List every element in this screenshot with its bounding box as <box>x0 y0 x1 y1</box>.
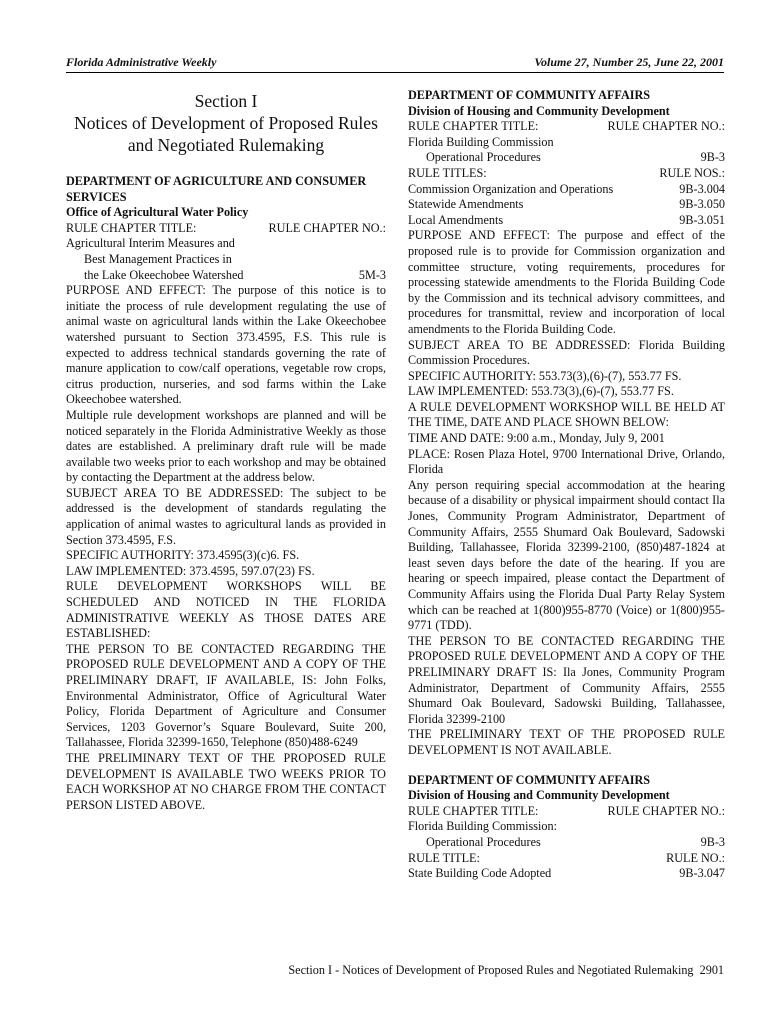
rule-chapter-no-label: RULE CHAPTER NO.: <box>268 220 386 235</box>
division-heading: Division of Housing and Community Development <box>408 103 670 118</box>
rule-chapter-no-label: RULE CHAPTER NO.: <box>607 803 725 818</box>
rule-row <box>408 866 725 882</box>
department-heading: DEPARTMENT OF AGRICULTURE AND CONSUMER <box>66 174 367 188</box>
section-title-line: and Negotiated Rulemaking <box>127 135 325 155</box>
page-footer <box>288 963 724 978</box>
rule-row <box>408 213 725 229</box>
rule-title: State Building Code Adopted <box>408 866 552 881</box>
volume-info: Volume 27, Number 25, June 22, 2001 <box>534 55 724 69</box>
page-number: 2901 <box>699 963 724 977</box>
rule-titles-labels <box>408 166 725 182</box>
workshops-scheduled-paragraph: RULE DEVELOPMENT WORKSHOPS WILL BE SCHEDULED AND NOTICED IN THE FLORIDA ADMINISTRATIVE WEEKLY AS THOSE DATES ARE ESTABLISHED: <box>66 579 386 641</box>
notice-community-affairs-1 <box>408 88 725 759</box>
rule-chapter-title-label: RULE CHAPTER TITLE: <box>66 220 197 235</box>
right-column <box>408 88 725 882</box>
contact-paragraph: THE PERSON TO BE CONTACTED REGARDING THE PROPOSED RULE DEVELOPMENT AND A COPY OF THE PRELIMINARY DRAFT IS: Ila Jones, Community Program Administrator, Department of Community Affairs, 2555 Shumard Oak Boulevard, Sadowski Building, Tallahassee, Florida 32399-2100 <box>408 633 725 726</box>
rule-chapter-labels <box>408 804 725 820</box>
rule-title: Statewide Amendments <box>408 197 524 212</box>
rule-chapter-no-label: RULE CHAPTER NO.: <box>607 119 725 134</box>
notice-community-affairs-2 <box>408 773 725 882</box>
workshop-paragraph: A RULE DEVELOPMENT WORKSHOP WILL BE HELD AT THE TIME, DATE AND PLACE SHOWN BELOW: <box>408 399 725 430</box>
left-column <box>66 88 386 813</box>
time-and-date: TIME AND DATE: 9:00 a.m., Monday, July 9, 2001 <box>408 431 665 446</box>
rule-row <box>408 182 725 198</box>
law-implemented: LAW IMPLEMENTED: 373.4595, 597.07(23) FS. <box>66 563 315 578</box>
purpose-paragraph: PURPOSE AND EFFECT: The purpose and effect of the proposed rule is to provide for Commission organization and committee structure, voting requirements, procedures for processing statewide amendments to the Florida Building Code by the Commission and its technical advisory committees, and procedures for transmittal, review and incorporation of local amendments to the Florida Building Code. <box>408 228 725 336</box>
chapter-title-row <box>408 835 725 851</box>
department-heading: DEPARTMENT OF COMMUNITY AFFAIRS <box>408 772 651 787</box>
chapter-title-line: Florida Building Commission <box>408 134 554 149</box>
chapter-title-line: Operational Procedures <box>426 150 541 165</box>
chapter-title-line: Florida Building Commission: <box>408 819 557 834</box>
contact-paragraph: THE PERSON TO BE CONTACTED REGARDING THE PROPOSED RULE DEVELOPMENT AND A COPY OF THE PRELIMINARY DRAFT, IF AVAILABLE, IS: John Folks, Environmental Administrator, Office of Agricultural Water Policy, Florida Department of Agriculture and Consumer Services, 1203 Governor’s Square Boulevard, Suite 200, Tallahassee, Florida 32399-1650, Telephone (850)488-6249 <box>66 641 386 750</box>
rule-number: 9B-3.051 <box>679 212 725 227</box>
department-heading: DEPARTMENT OF COMMUNITY AFFAIRS <box>408 88 651 102</box>
footer-text: Section I - Notices of Development of Proposed Rules and Negotiated Rulemaking <box>288 963 694 977</box>
division-heading: Division of Housing and Community Development <box>408 788 670 803</box>
specific-authority: SPECIFIC AUTHORITY: 553.73(3),(6)-(7), 553.77 FS. <box>408 368 682 383</box>
rule-no-label: RULE NO.: <box>666 850 725 865</box>
rule-nos-label: RULE NOS.: <box>659 165 725 180</box>
chapter-title-row <box>408 150 725 166</box>
rule-title-labels <box>408 851 725 867</box>
chapter-title-row <box>66 268 386 284</box>
rule-title-label: RULE TITLE: <box>408 850 480 865</box>
rule-number: 9B-3.047 <box>679 866 725 881</box>
chapter-title-line: Best Management Practices in <box>84 251 232 266</box>
publication-title: Florida Administrative Weekly <box>66 55 217 69</box>
rule-titles-label: RULE TITLES: <box>408 165 487 180</box>
chapter-title-line: Agricultural Interim Measures and <box>66 236 235 251</box>
rule-number: 9B-3.004 <box>679 181 725 196</box>
chapter-title-line: Operational Procedures <box>426 834 541 849</box>
chapter-title-line: the Lake Okeechobee Watershed <box>84 267 244 282</box>
subject-paragraph: SUBJECT AREA TO BE ADDRESSED: The subject to be addressed is the development of standards regulating the application of animal wastes to agricultural lands as provided in Section 373.4595, F.S. <box>66 485 386 547</box>
chapter-number: 5M-3 <box>358 267 386 282</box>
section-title-line: Notices of Development of Proposed Rules <box>74 113 378 133</box>
purpose-paragraph: PURPOSE AND EFFECT: The purpose of this notice is to initiate the process of rule development regulating the use of animal waste on agricultural lands within the Lake Okeechobee watershed pursuant to Section 373.4595, F.S. This rule is expected to address technical standards governing the rate of manure application to cow/calf operations, vegetable row crops, citrus production, nurseries, and sod farms within the Lake Okeechobee watershed. <box>66 283 386 407</box>
law-implemented: LAW IMPLEMENTED: 553.73(3),(6)-(7), 553.77 FS. <box>408 384 674 399</box>
workshops-paragraph: Multiple rule development workshops are planned and will be noticed separately in the Florida Administrative Weekly as those dates are established. A preliminary draft rule will be made available two weeks prior to each workshop and may be obtained by contacting the Department at the address below. <box>66 407 386 485</box>
office-heading: Office of Agricultural Water Policy <box>66 205 249 220</box>
rule-chapter-labels <box>408 119 725 135</box>
specific-authority: SPECIFIC AUTHORITY: 373.4595(3)(c)6. FS. <box>66 548 300 563</box>
rule-title: Commission Organization and Operations <box>408 181 614 196</box>
subject-paragraph: SUBJECT AREA TO BE ADDRESSED: Florida Building Commission Procedures. <box>408 337 725 368</box>
place: PLACE: Rosen Plaza Hotel, 9700 International Drive, Orlando, Florida <box>408 446 725 477</box>
chapter-number: 9B-3 <box>700 834 725 849</box>
department-heading-cont: SERVICES <box>66 189 127 204</box>
rule-row <box>408 197 725 213</box>
rule-chapter-labels <box>66 221 386 237</box>
rule-chapter-title-label: RULE CHAPTER TITLE: <box>408 119 539 134</box>
running-header <box>66 54 724 73</box>
accommodation-paragraph: Any person requiring special accommodation at the hearing because of a disability or physical impairment should contact Ila Jones, Community Program Administrator, Department of Community Affairs, 2555 Shumard Oak Boulevard, Sadowski Building, Tallahassee, Florida 32399-2100, (850)487-1824 at least seven days before the date of the hearing. If you are hearing or speech impaired, please contact the Department of Community Affairs using the Florida Dual Party Relay System which can be reached at 1(800)955-8770 (Voice) or 1(800)955-9771 (TDD). <box>408 477 725 633</box>
preliminary-text-paragraph: THE PRELIMINARY TEXT OF THE PROPOSED RULE DEVELOPMENT IS AVAILABLE TWO WEEKS PRIOR TO EACH WORKSHOP AT NO CHARGE FROM THE CONTACT PERSON LISTED ABOVE. <box>66 750 386 812</box>
preliminary-text-paragraph: THE PRELIMINARY TEXT OF THE PROPOSED RULE DEVELOPMENT IS NOT AVAILABLE. <box>408 727 725 757</box>
section-number: Section I <box>194 91 258 111</box>
chapter-number: 9B-3 <box>700 150 725 165</box>
section-heading <box>66 90 386 156</box>
rule-chapter-title-label: RULE CHAPTER TITLE: <box>408 803 539 818</box>
rule-title: Local Amendments <box>408 212 504 227</box>
rule-number: 9B-3.050 <box>679 197 725 212</box>
